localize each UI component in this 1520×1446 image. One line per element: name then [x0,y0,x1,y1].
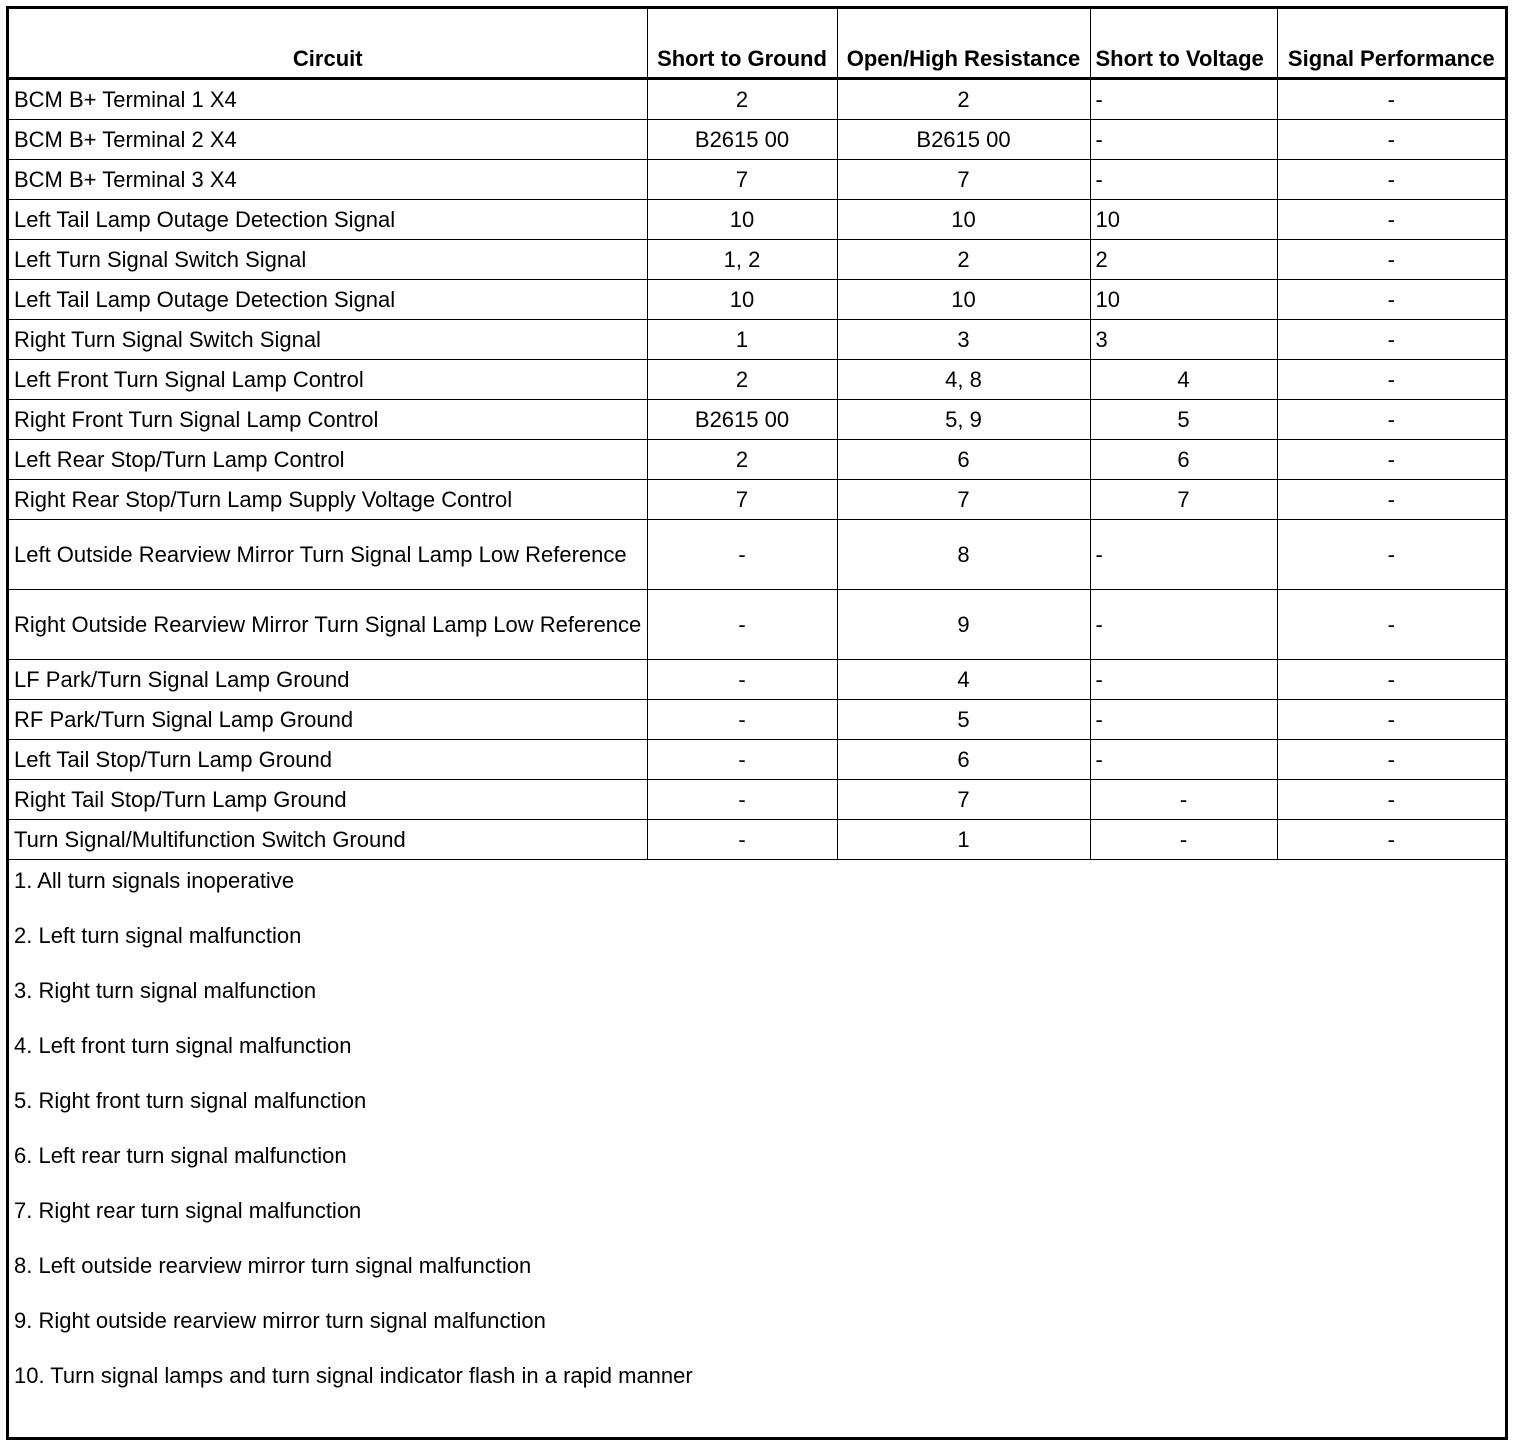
cell-short-to-ground: - [647,660,837,700]
cell-open-high-resistance: 5, 9 [837,400,1090,440]
cell-open-high-resistance: 7 [837,480,1090,520]
cell-signal-performance: - [1277,590,1505,660]
header-short-to-voltage: Short to Voltage [1090,9,1277,79]
footnote: 8. Left outside rearview mirror turn signal malfunction [14,1253,532,1278]
footnote: 4. Left front turn signal malfunction [14,1033,352,1058]
cell-circuit: Right Tail Stop/Turn Lamp Ground [9,780,647,820]
footnote: 7. Right rear turn signal malfunction [14,1198,362,1223]
cell-short-to-voltage: - [1090,160,1277,200]
table-row [9,780,1505,820]
cell-short-to-ground: - [647,520,837,590]
cell-circuit: Right Turn Signal Switch Signal [9,320,647,360]
cell-open-high-resistance: 2 [837,240,1090,280]
cell-signal-performance: - [1277,820,1505,860]
cell-short-to-voltage: 3 [1090,320,1277,360]
cell-open-high-resistance: 1 [837,820,1090,860]
table-row [9,280,1505,320]
table-row [9,360,1505,400]
footnote: 3. Right turn signal malfunction [14,978,317,1003]
circuit-diagnostic-table-sheet [6,6,1508,1440]
cell-circuit: Left Front Turn Signal Lamp Control [9,360,647,400]
cell-signal-performance: - [1277,79,1505,120]
cell-open-high-resistance: 2 [837,79,1090,120]
cell-open-high-resistance: 5 [837,700,1090,740]
cell-short-to-voltage: - [1090,820,1277,860]
footnote: 2. Left turn signal malfunction [14,923,302,948]
cell-signal-performance: - [1277,160,1505,200]
cell-circuit: BCM B+ Terminal 1 X4 [9,79,647,120]
table-row [9,160,1505,200]
cell-short-to-ground: 2 [647,79,837,120]
footnote: 10. Turn signal lamps and turn signal indicator flash in a rapid manner [14,1363,693,1388]
cell-circuit: RF Park/Turn Signal Lamp Ground [9,700,647,740]
table-row [9,740,1505,780]
cell-short-to-voltage: - [1090,590,1277,660]
cell-short-to-voltage: 4 [1090,360,1277,400]
cell-circuit: BCM B+ Terminal 2 X4 [9,120,647,160]
cell-circuit: Left Outside Rearview Mirror Turn Signal Lamp Low Reference [9,520,647,590]
footnote: 1. All turn signals inoperative [14,868,295,893]
cell-short-to-voltage: - [1090,520,1277,590]
cell-circuit: Left Rear Stop/Turn Lamp Control [9,440,647,480]
header-signal-performance: Signal Performance [1277,9,1505,79]
cell-short-to-ground: 2 [647,360,837,400]
cell-short-to-voltage: 2 [1090,240,1277,280]
cell-signal-performance: - [1277,780,1505,820]
cell-circuit: Turn Signal/Multifunction Switch Ground [9,820,647,860]
table-row [9,480,1505,520]
cell-short-to-voltage: 10 [1090,200,1277,240]
cell-short-to-voltage: - [1090,120,1277,160]
table-row [9,590,1505,660]
cell-short-to-voltage: 10 [1090,280,1277,320]
cell-short-to-ground: 1, 2 [647,240,837,280]
cell-open-high-resistance: 7 [837,160,1090,200]
cell-circuit: Right Front Turn Signal Lamp Control [9,400,647,440]
table-row [9,400,1505,440]
cell-signal-performance: - [1277,120,1505,160]
circuit-fault-table [9,9,1505,860]
cell-signal-performance: - [1277,740,1505,780]
cell-signal-performance: - [1277,240,1505,280]
header-row [9,9,1505,79]
table-row [9,440,1505,480]
cell-signal-performance: - [1277,360,1505,400]
table-row [9,520,1505,590]
cell-circuit: Left Tail Stop/Turn Lamp Ground [9,740,647,780]
cell-short-to-ground: 7 [647,160,837,200]
cell-open-high-resistance: 6 [837,440,1090,480]
cell-circuit: Right Outside Rearview Mirror Turn Signal Lamp Low Reference [9,590,647,660]
footnotes [9,860,1505,1416]
table-row [9,120,1505,160]
cell-open-high-resistance: 10 [837,200,1090,240]
table-row [9,240,1505,280]
cell-short-to-voltage: 7 [1090,480,1277,520]
cell-short-to-voltage: 6 [1090,440,1277,480]
footnote: 6. Left rear turn signal malfunction [14,1143,347,1168]
cell-short-to-ground: - [647,700,837,740]
cell-short-to-ground: B2615 00 [647,400,837,440]
cell-open-high-resistance: 10 [837,280,1090,320]
cell-circuit: Left Turn Signal Switch Signal [9,240,647,280]
cell-short-to-ground: B2615 00 [647,120,837,160]
cell-signal-performance: - [1277,480,1505,520]
table-row [9,820,1505,860]
cell-short-to-ground: 10 [647,200,837,240]
cell-open-high-resistance: B2615 00 [837,120,1090,160]
cell-open-high-resistance: 8 [837,520,1090,590]
cell-open-high-resistance: 9 [837,590,1090,660]
cell-circuit: Right Rear Stop/Turn Lamp Supply Voltage Control [9,480,647,520]
cell-circuit: BCM B+ Terminal 3 X4 [9,160,647,200]
cell-open-high-resistance: 4, 8 [837,360,1090,400]
cell-short-to-voltage: - [1090,780,1277,820]
cell-short-to-voltage: - [1090,740,1277,780]
cell-short-to-voltage: - [1090,79,1277,120]
header-open-high-resistance: Open/High Resistance [837,9,1090,79]
cell-short-to-voltage: - [1090,700,1277,740]
table-row [9,660,1505,700]
cell-signal-performance: - [1277,280,1505,320]
cell-short-to-ground: 10 [647,280,837,320]
table-row [9,200,1505,240]
cell-signal-performance: - [1277,660,1505,700]
cell-short-to-voltage: - [1090,660,1277,700]
cell-signal-performance: - [1277,200,1505,240]
cell-signal-performance: - [1277,400,1505,440]
cell-open-high-resistance: 4 [837,660,1090,700]
cell-circuit: Left Tail Lamp Outage Detection Signal [9,280,647,320]
cell-signal-performance: - [1277,700,1505,740]
cell-open-high-resistance: 3 [837,320,1090,360]
table-row [9,320,1505,360]
cell-open-high-resistance: 7 [837,780,1090,820]
cell-short-to-ground: - [647,820,837,860]
table-row [9,79,1505,120]
footnote: 9. Right outside rearview mirror turn signal malfunction [14,1308,546,1333]
table-row [9,700,1505,740]
cell-short-to-voltage: 5 [1090,400,1277,440]
cell-signal-performance: - [1277,440,1505,480]
cell-circuit: Left Tail Lamp Outage Detection Signal [9,200,647,240]
cell-open-high-resistance: 6 [837,740,1090,780]
footnote: 5. Right front turn signal malfunction [14,1088,367,1113]
cell-short-to-ground: 7 [647,480,837,520]
cell-short-to-ground: - [647,740,837,780]
cell-signal-performance: - [1277,320,1505,360]
cell-short-to-ground: - [647,780,837,820]
cell-short-to-ground: 1 [647,320,837,360]
cell-short-to-ground: - [647,590,837,660]
cell-circuit: LF Park/Turn Signal Lamp Ground [9,660,647,700]
cell-short-to-ground: 2 [647,440,837,480]
header-short-to-ground: Short to Ground [647,9,837,79]
cell-signal-performance: - [1277,520,1505,590]
header-circuit: Circuit [9,9,647,79]
